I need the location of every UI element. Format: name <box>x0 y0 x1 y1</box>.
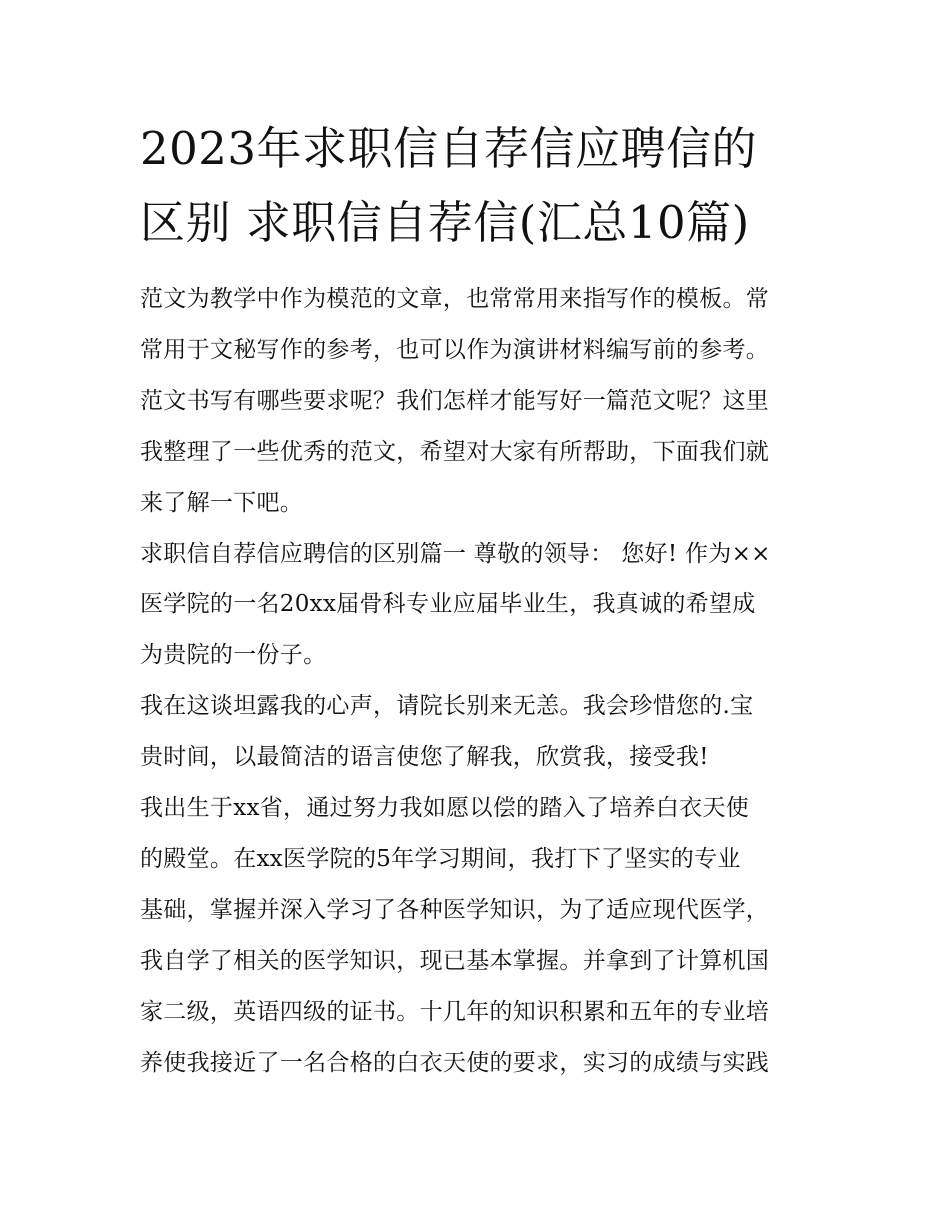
text-line: 医学院的一名20xx届骨科专业应届毕业生，我真诚的希望成 <box>140 591 756 618</box>
text-line: 家二级，英语四级的证书。十几年的知识积累和五年的专业培 <box>140 998 770 1025</box>
text-line: 范文书写有哪些要求呢？我们怎样才能写好一篇范文呢？这里 <box>140 387 770 414</box>
text-line: 为贵院的一份子。 <box>140 642 327 669</box>
text-line: 基础，掌握并深入学习了各种医学知识，为了适应现代医学， <box>140 896 770 923</box>
text-line: 贵时间，以最简洁的语言使您了解我，欣赏我，接受我! <box>140 744 709 771</box>
document-title <box>140 112 820 260</box>
text-line: 的殿堂。在xx医学院的5年学习期间，我打下了坚实的专业 <box>140 845 741 872</box>
document-body <box>140 274 820 1089</box>
text-line: 养使我接近了一名合格的白衣天使的要求，实习的成绩与实践 <box>140 1049 770 1076</box>
text-line: 我自学了相关的医学知识，现已基本掌握。并拿到了计算机国 <box>140 947 770 974</box>
text-line: 求职信自荐信应聘信的区别篇一 尊敬的领导： 您好! 作为×× <box>140 540 771 567</box>
text-line: 常用于文秘写作的参考，也可以作为演讲材料编写前的参考。 <box>140 336 770 363</box>
text-line: 来了解一下吧。 <box>140 489 304 516</box>
title-line-1: 2023年求职信自荐信应聘信的 <box>140 122 758 175</box>
text-line: 范文为教学中作为模范的文章，也常常用来指写作的模板。常 <box>140 286 770 312</box>
title-line-2: 区别 求职信自荐信(汇总10篇) <box>140 196 750 249</box>
text-line: 我在这谈坦露我的心声，请院长别来无恙。我会珍惜您的.宝 <box>140 693 754 720</box>
text-line: 我出生于xx省，通过努力我如愿以偿的踏入了培养白衣天使 <box>140 795 750 822</box>
text-line: 我整理了一些优秀的范文，希望对大家有所帮助，下面我们就 <box>140 438 770 465</box>
